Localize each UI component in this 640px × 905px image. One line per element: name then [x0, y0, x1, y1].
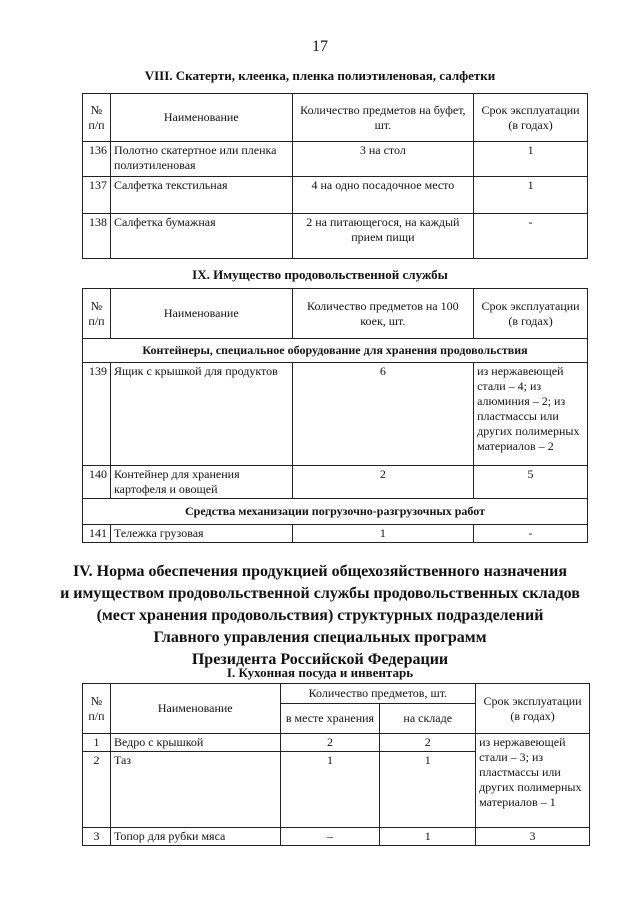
- row-qty: 6: [292, 363, 474, 466]
- section-8-table: [82, 93, 588, 259]
- col-term-header: Срок эксплуатации (в годах): [474, 289, 588, 339]
- page-number: 17: [312, 38, 328, 55]
- row-storage: 1: [280, 752, 380, 828]
- row-name: Салфетка текстильная: [110, 177, 292, 214]
- row-num: 1: [83, 734, 111, 752]
- table-row: [83, 363, 588, 466]
- row-num: 138: [83, 214, 111, 259]
- col-name-header: Наименование: [110, 94, 292, 142]
- section-iv-heading: [30, 561, 610, 671]
- group-title: Средства механизации погрузочно-разгрузочных работ: [83, 499, 588, 525]
- heading-line: Главного управления специальных программ: [153, 629, 487, 646]
- col-term-header: Срок эксплуатации (в годах): [476, 684, 590, 734]
- row-warehouse: 1: [380, 828, 476, 846]
- table-row: [83, 828, 590, 846]
- row-name: Тележка грузовая: [110, 525, 292, 543]
- row-name: Контейнер для хранения картофеля и овощей: [110, 466, 292, 499]
- row-term: из нержавеющей стали – 4; из алюминия – 2; из пластмассы или других полимерных материалов – 2: [474, 363, 588, 466]
- row-term: 5: [474, 466, 588, 499]
- row-warehouse: 2: [380, 734, 476, 752]
- table-header-row: [83, 94, 588, 142]
- row-term: 1: [474, 177, 588, 214]
- col-name-header: Наименование: [110, 684, 280, 734]
- heading-line: IV. Норма обеспечения продукцией общехозяйственного назначения: [72, 563, 568, 580]
- col-qty-header: Количество предметов на буфет, шт.: [292, 94, 474, 142]
- col-qty-header: Количество предметов на 100 коек, шт.: [292, 289, 474, 339]
- section-9-table: [82, 288, 588, 543]
- table-row: [83, 734, 590, 752]
- col-qty-header: Количество предметов, шт.: [280, 684, 476, 704]
- row-qty: 4 на одно посадочное место: [292, 177, 474, 214]
- col-term-header: Срок эксплуатации (в годах): [474, 94, 588, 142]
- row-name: Ведро с крышкой: [110, 734, 280, 752]
- col-num-header: № п/п: [83, 684, 111, 734]
- heading-line: Президента Российской Федерации: [191, 651, 449, 668]
- table-row: [83, 466, 588, 499]
- table-row: [83, 142, 588, 177]
- group-title: Контейнеры, специальное оборудование для хранения продовольствия: [83, 339, 588, 363]
- section-8-title: VIII. Скатерти, клеенка, пленка полиэтиленовая, салфетки: [144, 68, 496, 83]
- row-term: 3: [476, 828, 590, 846]
- heading-line: (мест хранения продовольствия) структурных подразделений: [96, 607, 544, 624]
- row-num: 140: [83, 466, 111, 499]
- row-qty: 3 на стол: [292, 142, 474, 177]
- row-warehouse: 1: [380, 752, 476, 828]
- row-term: -: [474, 525, 588, 543]
- table-row: [83, 177, 588, 214]
- row-term: 1: [474, 142, 588, 177]
- row-name: Полотно скатертное или пленка полиэтиленовая: [110, 142, 292, 177]
- table-header-row: [83, 684, 590, 704]
- row-num: 3: [83, 828, 111, 846]
- row-num: 141: [83, 525, 111, 543]
- row-qty: 2: [292, 466, 474, 499]
- section-9-title: IX. Имущество продовольственной службы: [192, 267, 448, 282]
- group-row: [83, 499, 588, 525]
- row-qty: 1: [292, 525, 474, 543]
- table-row: [83, 525, 588, 543]
- row-name: Салфетка бумажная: [110, 214, 292, 259]
- row-name: Таз: [110, 752, 280, 828]
- row-storage: 2: [280, 734, 380, 752]
- col-num-header: № п/п: [83, 94, 111, 142]
- row-name: Топор для рубки мяса: [110, 828, 280, 846]
- heading-line: и имуществом продовольственной службы продовольственных складов: [60, 585, 580, 602]
- col-storage-header: в месте хранения: [280, 704, 380, 734]
- row-num: 139: [83, 363, 111, 466]
- row-storage: –: [280, 828, 380, 846]
- row-term: -: [474, 214, 588, 259]
- row-num: 137: [83, 177, 111, 214]
- row-num: 136: [83, 142, 111, 177]
- section-1-table: [82, 683, 590, 846]
- row-name: Ящик с крышкой для продуктов: [110, 363, 292, 466]
- table-header-row: [83, 289, 588, 339]
- section-1-title: I. Кухонная посуда и инвентарь: [226, 665, 414, 680]
- row-num: 2: [83, 752, 111, 828]
- row-term: из нержавеющей стали – 3; из пластмассы или других полимерных материалов – 1: [476, 734, 590, 828]
- table-row: [83, 214, 588, 259]
- col-name-header: Наименование: [110, 289, 292, 339]
- col-num-header: № п/п: [83, 289, 111, 339]
- row-qty: 2 на питающегося, на каждый прием пищи: [292, 214, 474, 259]
- col-warehouse-header: на складе: [380, 704, 476, 734]
- group-row: [83, 339, 588, 363]
